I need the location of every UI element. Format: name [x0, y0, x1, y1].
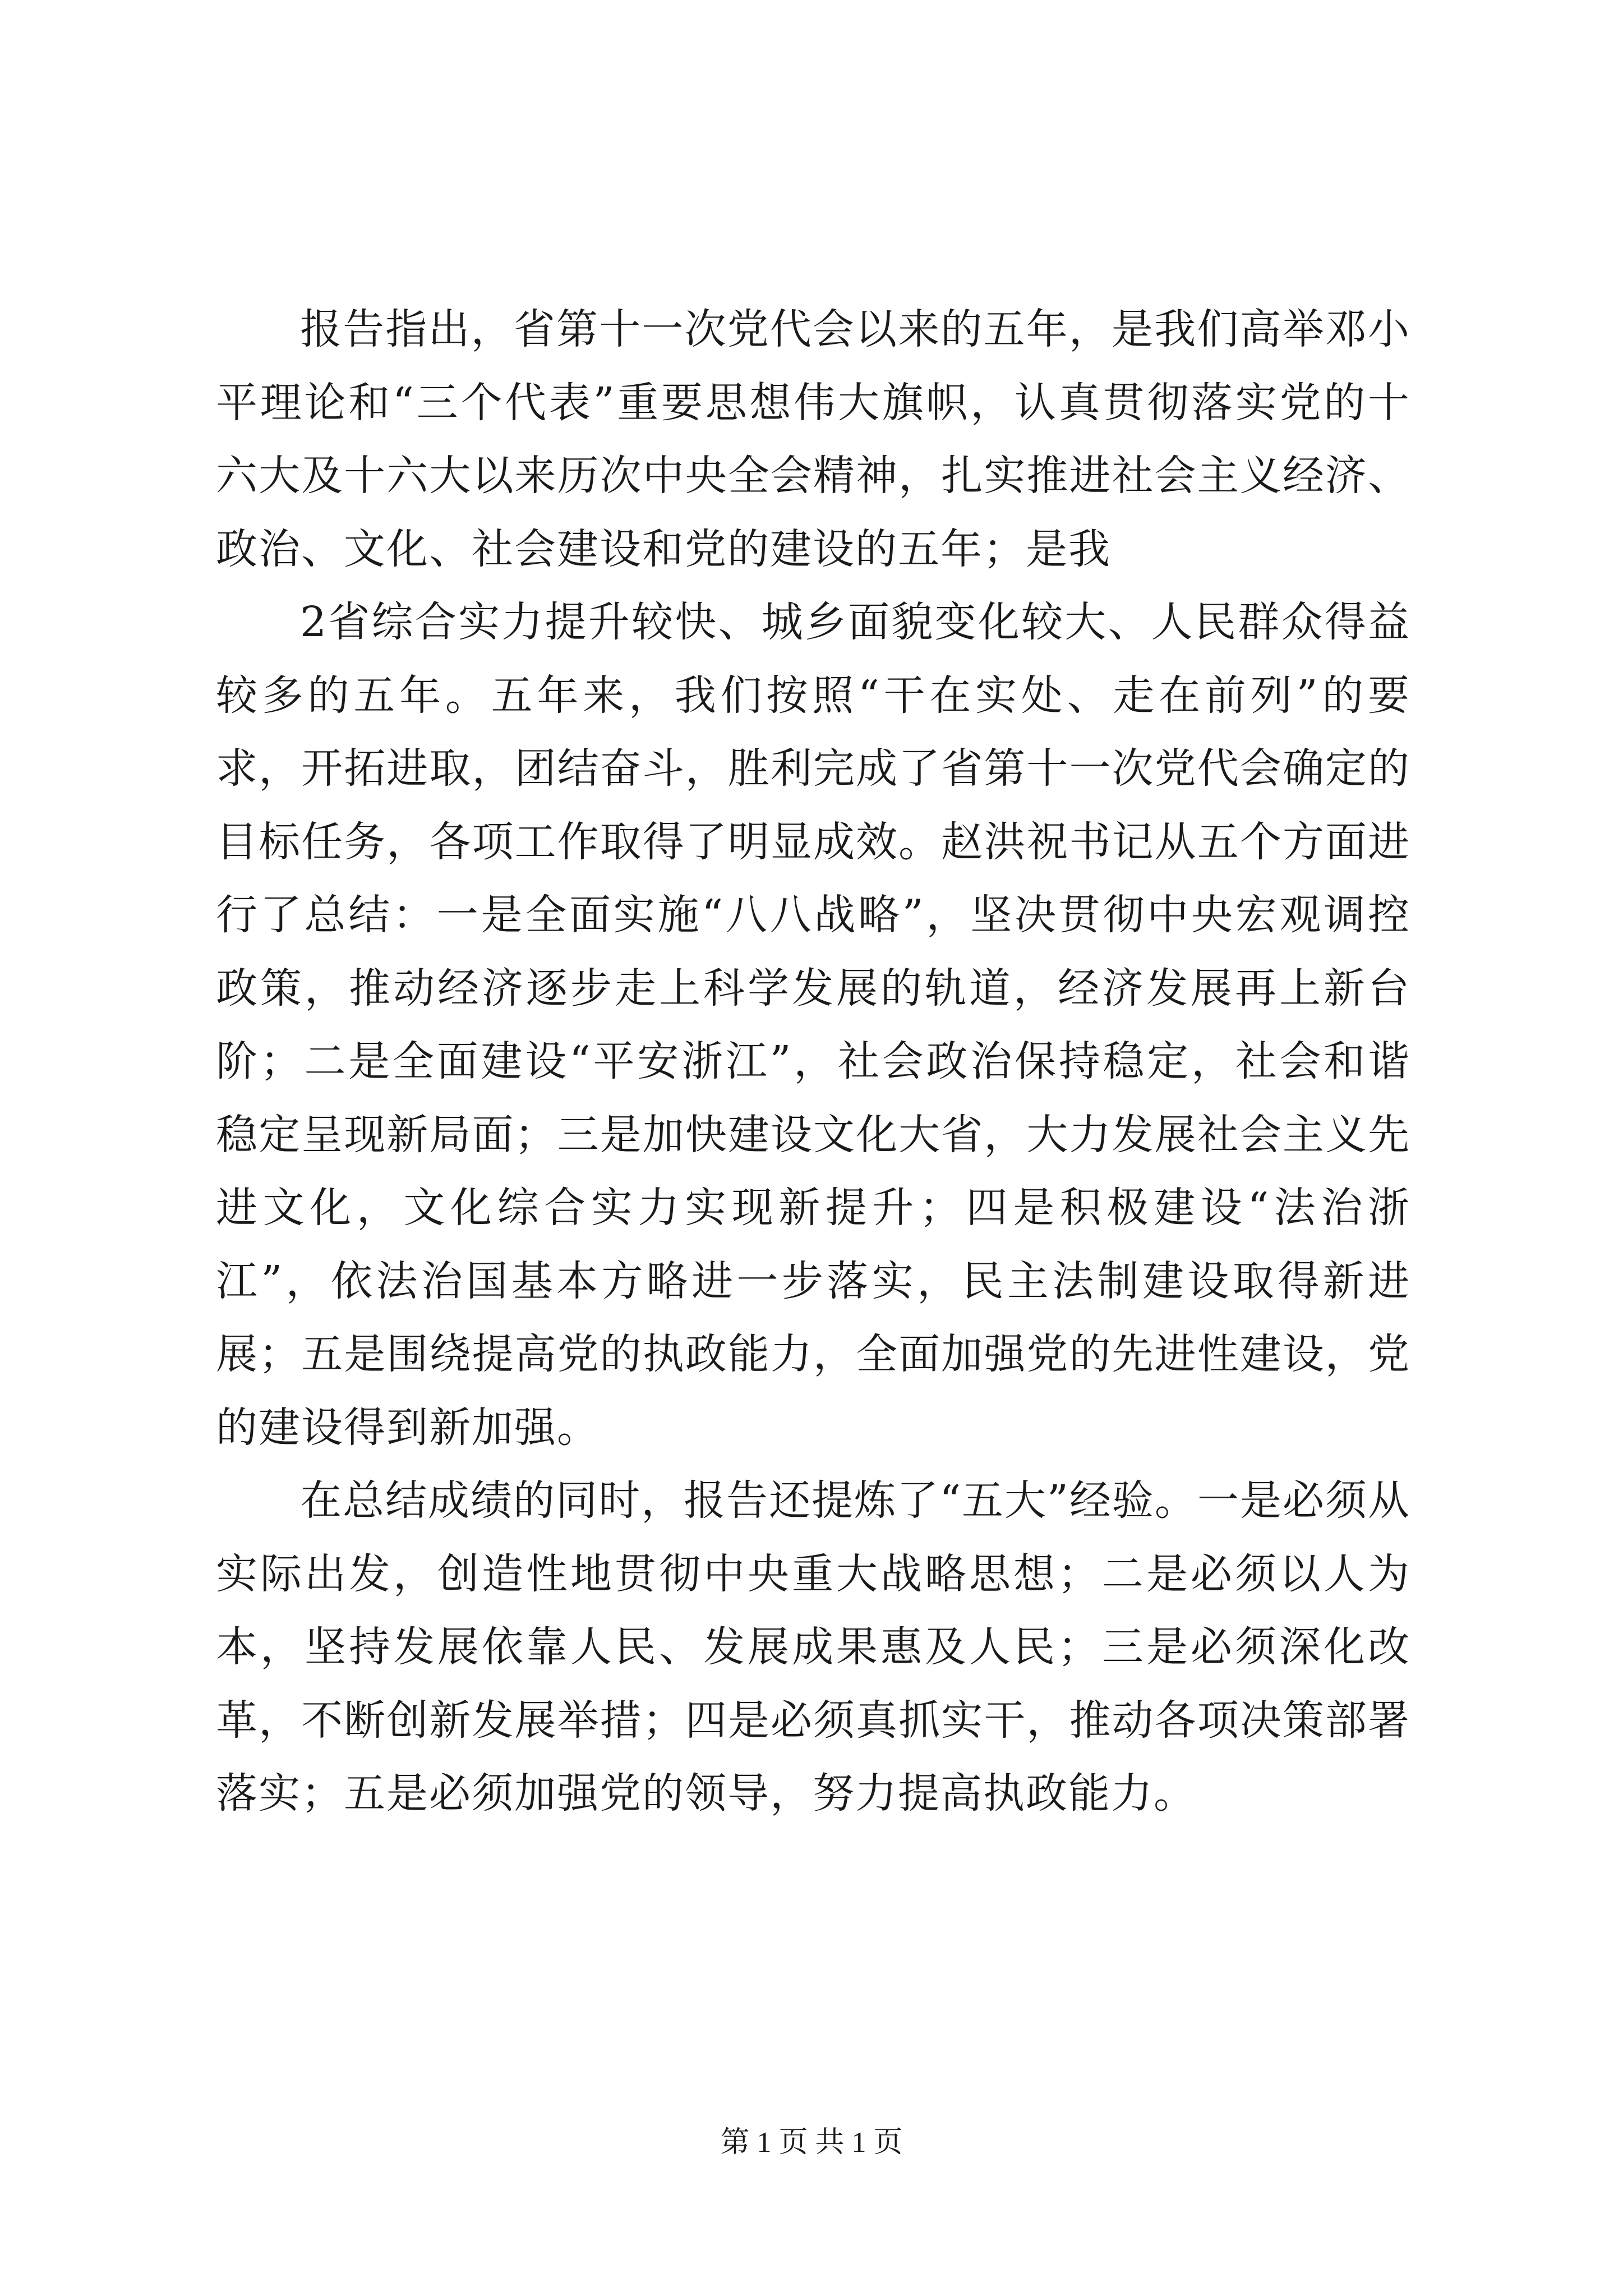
- paragraph-five-years-achievements: 2省综合实力提升较快、城乡面貌变化较大、人民群众得益较多的五年。五年来，我们按照“干在实处、走在前列”的要求，开拓进取，团结奋斗，胜利完成了省第十一次党代会确定的目标任务，各项工作取得了明显成效。赵洪祝书记从五个方面进行了总结：一是全面实施“八八战略”，坚决贯彻中央宏观调控政策，推动经济逐步走上科学发展的轨道，经济发展再上新台阶；二是全面建设“平安浙江”，社会政治保持稳定，社会和谐稳定呈现新局面；三是加快建设文化大省，大力发展社会主义先进文化，文化综合实力实现新提升；四是积极建设“法治浙江”，依法治国基本方略进一步落实，民主法制建设取得新进展；五是围绕提高党的执政能力，全面加强党的先进性建设，党的建设得到新加强。: [216, 598, 1410, 1452]
- paragraph-five-experiences: 在总结成绩的同时，报告还提炼了“五大”经验。一是必须从实际出发，创造性地贯彻中央重大战略思想；二是必须以人为本，坚持发展依靠人民、发展成果惠及人民；三是必须深化改革，不断创新发展举措；四是必须真抓实干，推动各项决策部署落实；五是必须加强党的领导，努力提高执政能力。: [216, 1476, 1410, 1818]
- page-number-footer: 第 1 页 共 1 页: [720, 2127, 903, 2159]
- paragraph-report-summary: 报告指出，省第十一次党代会以来的五年，是我们高举邓小平理论和“三个代表”重要思想伟大旗帜，认真贯彻落实党的十六大及十六大以来历次中央全会精神，扎实推进社会主义经济、政治、文化、社会建设和党的建设的五年；是我: [216, 305, 1410, 573]
- document-body: [216, 293, 1410, 1830]
